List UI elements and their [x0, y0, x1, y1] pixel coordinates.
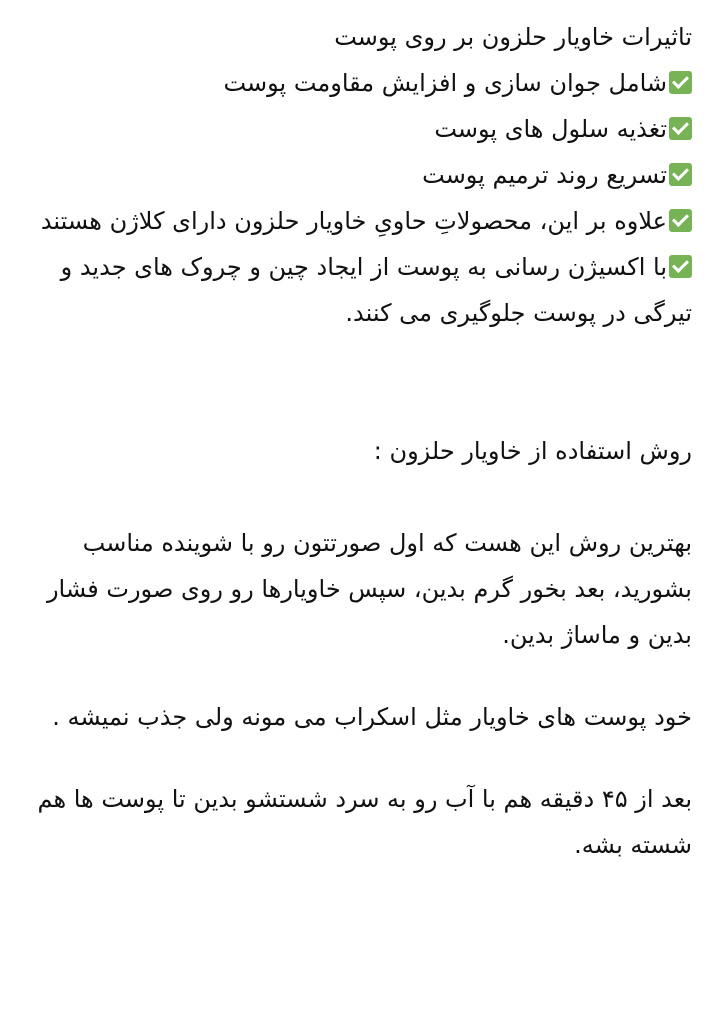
section-title: تاثیرات خاویار حلزون بر روی پوست	[334, 23, 692, 51]
spacer	[24, 740, 692, 776]
check-mark-icon	[669, 117, 692, 140]
benefit-item	[24, 244, 692, 336]
usage-heading: روش استفاده از خاویار حلزون :	[373, 437, 692, 465]
check-mark-icon	[669, 163, 692, 186]
benefit-item	[24, 106, 692, 152]
spacer	[24, 658, 692, 694]
usage-paragraph: بعد از ۴۵ دقیقه هم با آب رو به سرد شستشو بدین تا پوست ها هم شسته بشه.	[37, 785, 692, 859]
check-mark-icon	[669, 71, 692, 94]
check-mark-icon	[669, 209, 692, 232]
benefit-item	[24, 198, 692, 244]
benefit-text: تغذیه سلول های پوست	[434, 115, 667, 143]
benefit-text: علاوه بر این، محصولاتِ حاویِ خاویار حلزون دارای کلاژن هستند	[40, 207, 667, 235]
usage-paragraph: بهترین روش این هست که اول صورتتون رو با شوینده مناسب بشورید، بعد بخور گرم بدین، سپس خاویارها رو روی صورت فشار بدین و ماساژ بدین.	[46, 529, 692, 649]
check-mark-icon	[669, 255, 692, 278]
benefit-item	[24, 152, 692, 198]
spacer	[24, 336, 692, 428]
benefit-item	[24, 60, 692, 106]
benefit-text: تسریع روند ترمیم پوست	[422, 161, 667, 189]
usage-paragraph: خود پوست های خاویار مثل اسکراب می مونه ولی جذب نمیشه .	[52, 703, 692, 731]
spacer	[24, 474, 692, 520]
benefit-text: شامل جوان سازی و افزایش مقاومت پوست	[223, 69, 667, 97]
benefit-text: با اکسیژن رسانی به پوست از ایجاد چین و چروک های جدید و تیرگی در پوست جلوگیری می کنند.	[60, 253, 692, 327]
